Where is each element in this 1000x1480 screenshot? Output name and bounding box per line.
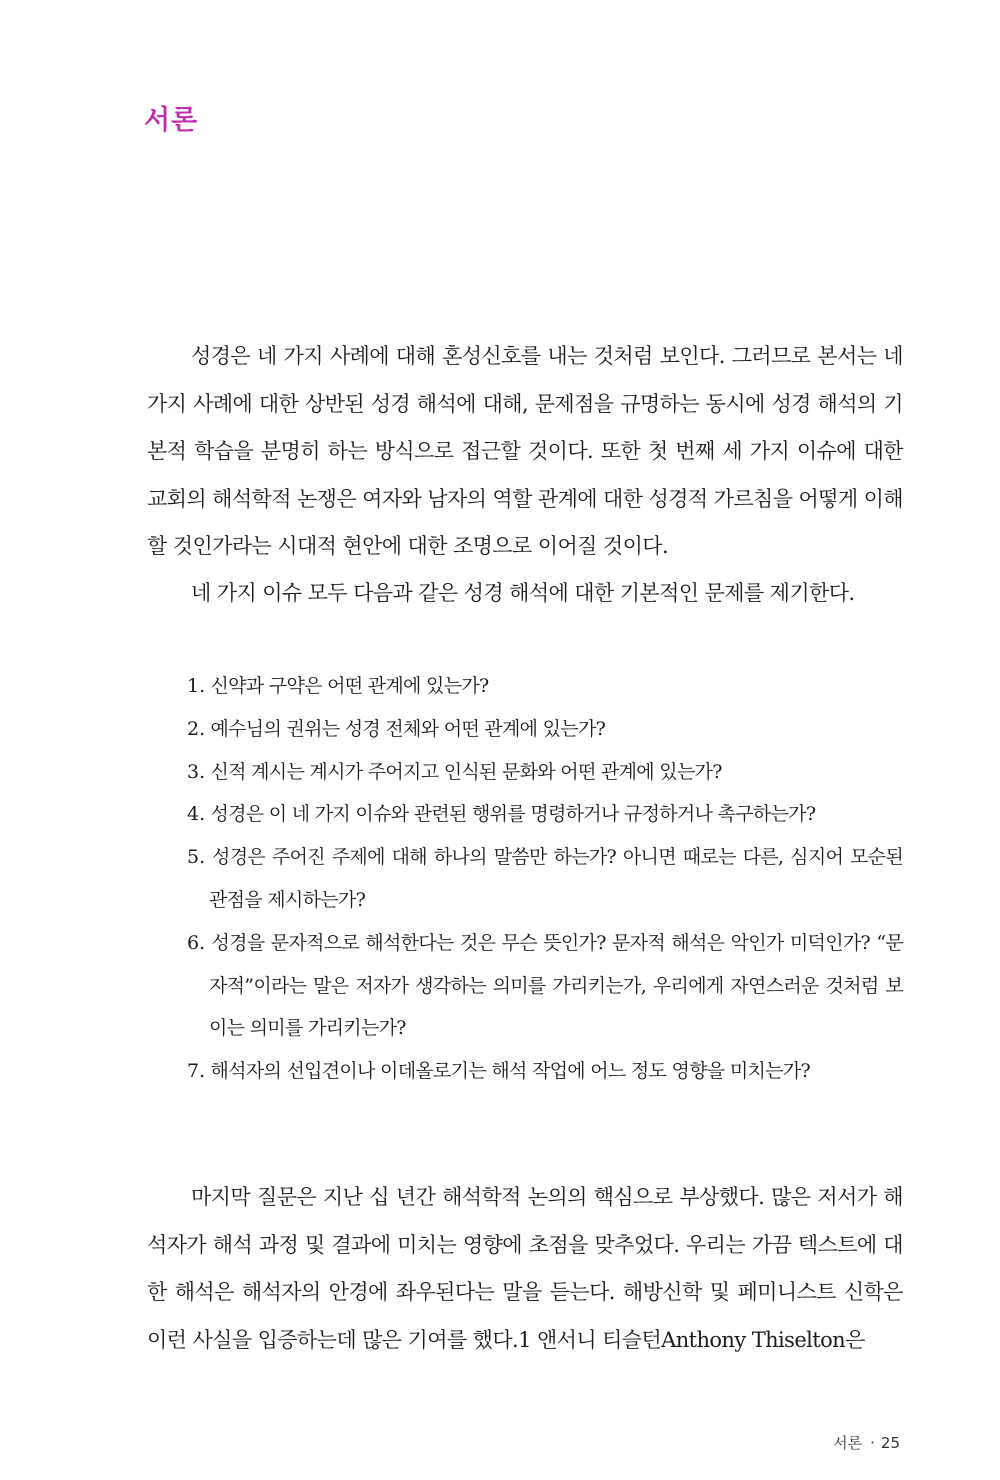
question-item [187, 922, 903, 1050]
question-item [187, 1050, 903, 1093]
question-item [187, 751, 903, 794]
question-text: 예수님의 권위는 성경 전체와 어떤 관계에 있는가? [210, 717, 606, 740]
running-header: 서론 [833, 1434, 863, 1452]
question-number: 7. [187, 1060, 206, 1083]
question-list [187, 665, 903, 1093]
question-number: 4. [187, 803, 206, 826]
page-footer [833, 1432, 900, 1453]
chapter-heading: 서론 [144, 105, 199, 136]
question-item [187, 793, 903, 836]
footer-separator: · [870, 1434, 875, 1452]
question-item [187, 708, 903, 751]
question-number: 5. [187, 846, 206, 869]
closing-paragraph: 마지막 질문은 지난 십 년간 해석학적 논의의 핵심으로 부상했다. 많은 저서가 해석자가 해석 과정 및 결과에 미치는 영향에 초점을 맞추었다. 우리는 가끔 텍스트에 대한 해석은 해석자의 안경에 좌우된다는 말을 듣는다. 해방신학 및 페미니스트 신학은 이런 사실을 입증하는데 많은 기여를 했다.1 앤서니 티슬턴Anthony Thiselton은 [147, 1185, 903, 1352]
lead-in-paragraph: 네 가지 이슈 모두 다음과 같은 성경 해석에 대한 기본적인 문제를 제기한다. [191, 581, 855, 605]
question-text: 신적 계시는 계시가 주어지고 인식된 문화와 어떤 관계에 있는가? [210, 760, 722, 783]
question-item [187, 836, 903, 922]
question-number: 2. [187, 717, 206, 740]
question-number: 6. [187, 931, 206, 954]
page-number: 25 [880, 1434, 900, 1452]
question-item [187, 665, 903, 708]
question-number: 1. [187, 675, 206, 697]
intro-paragraph: 성경은 네 가지 사례에 대해 혼성신호를 내는 것처럼 보인다. 그러므로 본서는 네 가지 사례에 대한 상반된 성경 해석에 대해, 문제점을 규명하는 동시에 성경 해석의 기본적 학습을 분명히 하는 방식으로 접근할 것이다. 또한 첫 번째 세 가지 이슈에 대한 교회의 해석학적 논쟁은 여자와 남자의 역할 관계에 대한 성경적 가르침을 어떻게 이해할 것인가라는 시대적 현안에 대한 조명으로 이어질 것이다. [147, 344, 903, 558]
question-text: 성경은 주어진 주제에 대해 하나의 말씀만 하는가? 아니면 때로는 다른, 심지어 모순된 관점을 제시하는가? [209, 846, 903, 911]
question-text: 해석자의 선입견이나 이데올로기는 해석 작업에 어느 정도 영향을 미치는가? [210, 1060, 810, 1083]
question-text: 성경은 이 네 가지 이슈와 관련된 행위를 명령하거나 규정하거나 촉구하는가? [210, 803, 816, 826]
question-number: 3. [187, 760, 206, 783]
question-text: 성경을 문자적으로 해석한다는 것은 무슨 뜻인가? 문자적 해석은 악인가 미덕인가? “문자적”이라는 말은 저자가 생각하는 의미를 가리키는가, 우리에게 자연스러운 것처럼 보이는 의미를 가리키는가? [209, 931, 904, 1040]
question-text: 신약과 구약은 어떤 관계에 있는가? [210, 675, 489, 697]
